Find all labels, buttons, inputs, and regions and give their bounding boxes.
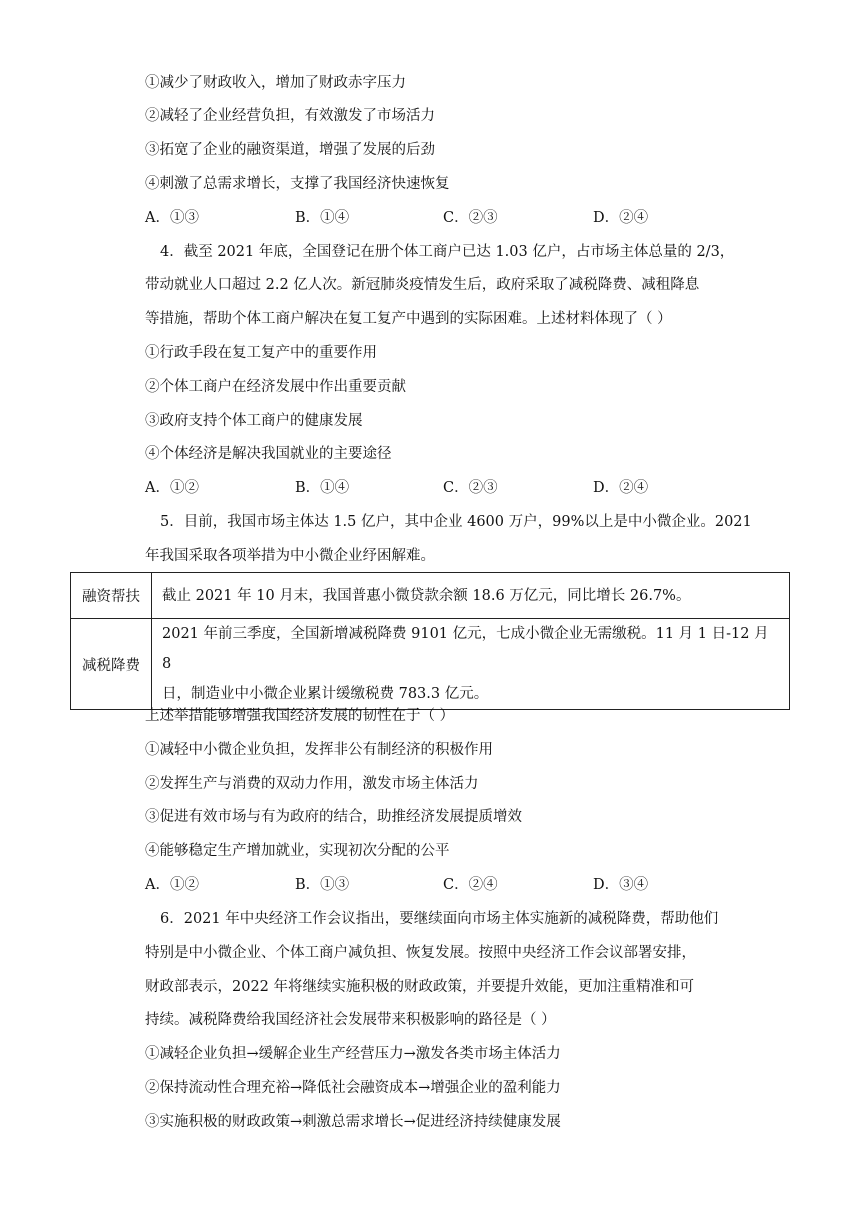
q4-choice-d: D．②④: [593, 480, 649, 496]
q3-choice-c: C．②③: [443, 210, 498, 226]
q4-choice-a: A．①②: [145, 480, 199, 496]
q6-option-2: ②保持流动性合理充裕→降低社会融资成本→增强企业的盈利能力: [145, 1080, 561, 1096]
q5-measures-table: [70, 572, 790, 710]
q4-stem-line-2: 带动就业人口超过 2.2 亿人次。新冠肺炎疫情发生后，政府采取了减税降费、减租降息: [145, 277, 700, 293]
q3-option-1: ①减少了财政收入，增加了财政赤字压力: [145, 75, 406, 91]
table-cell-label: 融资帮扶: [71, 573, 152, 619]
q5-option-1: ①减轻中小微企业负担，发挥非公有制经济的积极作用: [145, 742, 493, 758]
q4-choice-b: B．①④: [295, 480, 350, 496]
q4-stem-line-1: 4．截至 2021 年底，全国登记在册个体工商户已达 1.03 亿户，占市场主体总量的 2/3，: [160, 244, 735, 260]
table-cell-label: 减税降费: [71, 619, 152, 710]
q5-option-2: ②发挥生产与消费的双动力作用，激发市场主体活力: [145, 776, 479, 792]
q5-choice-b: B．①③: [295, 877, 350, 893]
q6-option-3: ③实施积极的财政政策→刺激总需求增长→促进经济持续健康发展: [145, 1114, 561, 1130]
q5-choice-a: A．①②: [145, 877, 199, 893]
q3-option-4: ④刺激了总需求增长，支撑了我国经济快速恢复: [145, 176, 450, 192]
q4-stem-line-3: 等措施，帮助个体工商户解决在复工复产中遇到的实际困难。上述材料体现了（ ）: [145, 311, 672, 327]
q3-option-2: ②减轻了企业经营负担，有效激发了市场活力: [145, 108, 435, 124]
q3-choice-d: D．②④: [593, 210, 649, 226]
q6-stem-line-3: 财政部表示，2022 年将继续实施积极的财政政策，并要提升效能，更加注重精准和可: [145, 979, 695, 995]
q5-stem-line-2: 年我国采取各项举措为中小微企业纾困解难。: [145, 548, 435, 564]
q4-option-3: ③政府支持个体工商户的健康发展: [145, 413, 363, 429]
table-cell-content: [152, 619, 790, 710]
q6-stem-line-4: 持续。减税降费给我国经济社会发展带来积极影响的路径是（ ）: [145, 1012, 556, 1028]
q4-option-1: ①行政手段在复工复产中的重要作用: [145, 345, 377, 361]
q3-option-3: ③拓宽了企业的融资渠道，增强了发展的后劲: [145, 142, 435, 158]
q6-option-1: ①减轻企业负担→缓解企业生产经营压力→激发各类市场主体活力: [145, 1046, 561, 1062]
table-cell-line: 2021 年前三季度，全国新增减税降费 9101 亿元，七成小微企业无需缴税。11 月 1 日-12 月 8: [162, 626, 769, 672]
q5-option-4: ④能够稳定生产增加就业，实现初次分配的公平: [145, 843, 450, 859]
q4-choice-c: C．②③: [443, 480, 498, 496]
table-cell-line: 日，制造业中小微企业累计缓缴税费 783.3 亿元。: [162, 686, 489, 702]
q3-choice-a: A．①③: [145, 210, 199, 226]
q6-stem-line-1: 6．2021 年中央经济工作会议指出，要继续面向市场主体实施新的减税降费，帮助他们: [160, 911, 719, 927]
table-cell-content: [152, 573, 790, 619]
q6-stem-line-2: 特别是中小微企业、个体工商户减负担、恢复发展。按照中央经济工作会议部署安排，: [145, 945, 696, 961]
q4-option-2: ②个体工商户在经济发展中作出重要贡献: [145, 379, 406, 395]
q5-question: 上述举措能够增强我国经济发展的韧性在于（ ）: [145, 708, 455, 724]
q5-option-3: ③促进有效市场与有为政府的结合，助推经济发展提质增效: [145, 809, 522, 825]
q5-stem-line-1: 5．目前，我国市场主体达 1.5 亿户，其中企业 4600 万户，99%以上是中小微企业。2021: [160, 514, 752, 530]
q4-option-4: ④个体经济是解决我国就业的主要途径: [145, 446, 392, 462]
q5-choice-d: D．③④: [593, 877, 649, 893]
table-cell-line: 截止 2021 年 10 月末，我国普惠小微贷款余额 18.6 万亿元，同比增长 26.7%。: [162, 587, 691, 604]
table-row: [71, 573, 790, 619]
q3-choice-b: B．①④: [295, 210, 350, 226]
q5-choice-c: C．②④: [443, 877, 498, 893]
table-row: [71, 619, 790, 710]
